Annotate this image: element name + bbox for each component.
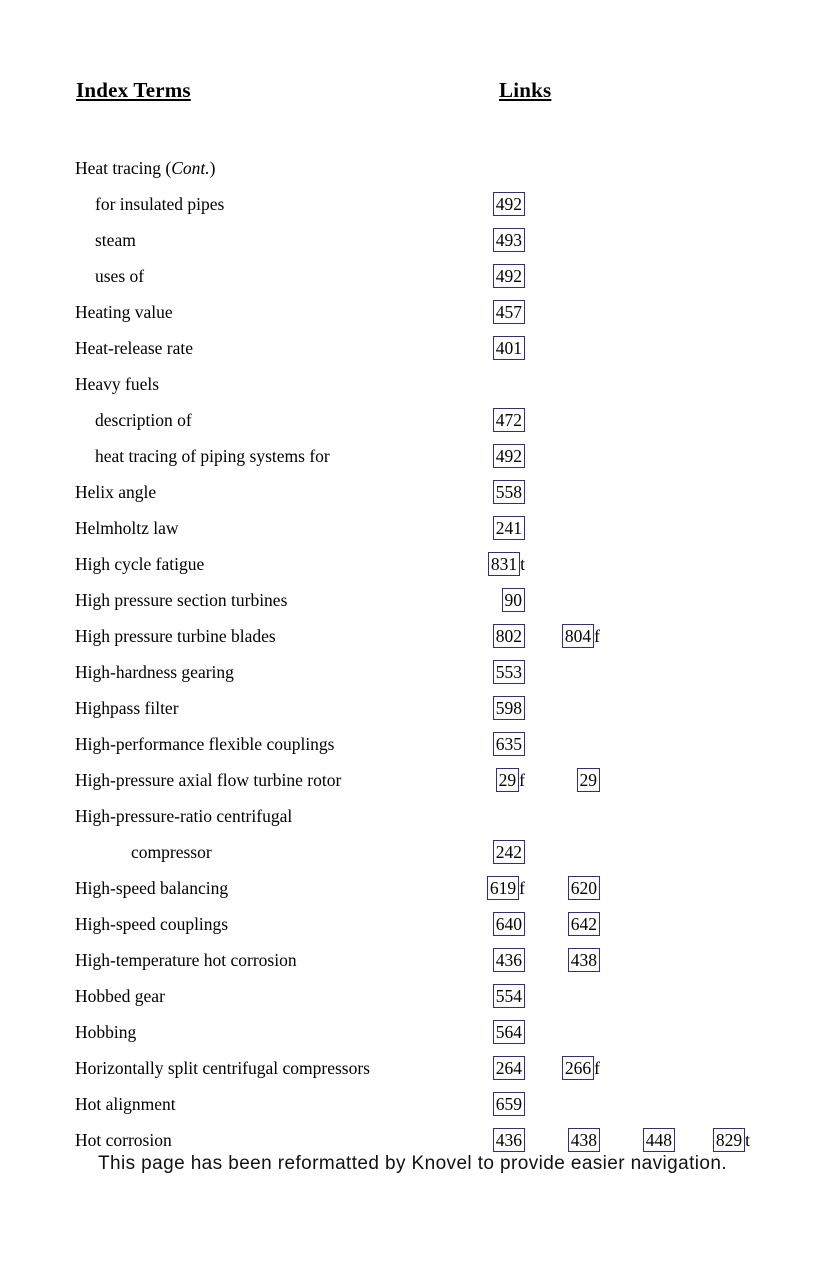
page-number-link[interactable]: 493: [493, 228, 525, 252]
page-number-link[interactable]: 457: [493, 300, 525, 324]
page-number-suffix: f: [519, 770, 525, 790]
footer-note-text: This page has been reformatted by Knovel to provide easier navigation.: [98, 1153, 727, 1174]
index-term-italic: Cont.: [171, 158, 210, 178]
link-slot: [453, 870, 525, 906]
index-entry-row: [75, 582, 787, 618]
index-entry-row: [75, 366, 787, 402]
index-term-text: for insulated pipes: [95, 194, 225, 214]
page-number-link[interactable]: 401: [493, 336, 525, 360]
page-number-suffix: f: [519, 878, 525, 898]
link-slot: [453, 942, 525, 978]
link-slot: [453, 654, 525, 690]
index-term-text: High pressure section turbines: [75, 590, 288, 610]
link-slot: [453, 1050, 525, 1086]
link-slot: [453, 510, 525, 546]
page-number-link[interactable]: 438: [568, 948, 600, 972]
index-terms-heading: Index Terms: [76, 78, 191, 102]
page-number-link[interactable]: 492: [493, 192, 525, 216]
index-term-text: High-speed balancing: [75, 878, 229, 898]
link-slot: [453, 618, 525, 654]
page-number-link[interactable]: 802: [493, 624, 525, 648]
index-term-text: Helmholtz law: [75, 518, 179, 538]
index-entry-row: [75, 402, 787, 438]
link-slot: [453, 726, 525, 762]
index-term-text: High-pressure-ratio centrifugal: [75, 806, 293, 826]
page-number-link[interactable]: 640: [493, 912, 525, 936]
index-term-text: description of: [95, 410, 192, 430]
page-number-link[interactable]: 642: [568, 912, 600, 936]
index-term-text: High-temperature hot corrosion: [75, 950, 297, 970]
link-slot: [453, 582, 525, 618]
page-number-link[interactable]: 804: [562, 624, 594, 648]
index-term-text: High-speed couplings: [75, 914, 229, 934]
page-number-link[interactable]: 448: [643, 1128, 675, 1152]
index-entry-row: [75, 1014, 787, 1050]
index-entry-row: [75, 978, 787, 1014]
index-entry-row: [75, 1086, 787, 1122]
index-entry-row: [75, 294, 787, 330]
page-number-link[interactable]: 472: [493, 408, 525, 432]
page-number-link[interactable]: 831: [488, 552, 520, 576]
index-entry-row: [75, 906, 787, 942]
page-number-suffix: f: [594, 626, 600, 646]
page-number-link[interactable]: 438: [568, 1128, 600, 1152]
link-slot: [453, 438, 525, 474]
link-slot: [453, 546, 525, 582]
index-term-text: Horizontally split centrifugal compressors: [75, 1058, 370, 1078]
link-slot: [453, 762, 525, 798]
page-number-link[interactable]: 558: [493, 480, 525, 504]
index-entry-row: [75, 834, 787, 870]
link-slot: [528, 1050, 600, 1086]
index-entry-row: [75, 870, 787, 906]
index-term-text: High-performance flexible couplings: [75, 734, 335, 754]
index-term-text: compressor: [131, 842, 212, 862]
index-entry-row: [75, 474, 787, 510]
index-term-text: High cycle fatigue: [75, 554, 205, 574]
page-number-suffix: t: [745, 1130, 750, 1150]
link-slot: [453, 330, 525, 366]
page-number-link[interactable]: 436: [493, 948, 525, 972]
index-entry-row: [75, 762, 787, 798]
index-term-text: Heat-release rate: [75, 338, 194, 358]
link-slot: [528, 762, 600, 798]
index-term-text: High-pressure axial flow turbine rotor: [75, 770, 342, 790]
index-entry-row: [75, 654, 787, 690]
link-slot: [453, 906, 525, 942]
index-term-text: Hot corrosion: [75, 1130, 172, 1150]
link-slot: [453, 834, 525, 870]
link-slot: [453, 402, 525, 438]
page-number-link[interactable]: 29: [577, 768, 601, 792]
index-term-text: Hot alignment: [75, 1094, 176, 1114]
index-term-text: heat tracing of piping systems for: [95, 446, 330, 466]
index-term-text: Hobbing: [75, 1022, 137, 1042]
link-slot: [528, 906, 600, 942]
link-slot: [453, 690, 525, 726]
page-number-link[interactable]: 492: [493, 444, 525, 468]
page-number-link[interactable]: 829: [713, 1128, 745, 1152]
page-number-link[interactable]: 242: [493, 840, 525, 864]
index-term-text: steam: [95, 230, 136, 250]
link-slot: [453, 294, 525, 330]
index-entry-row: [75, 510, 787, 546]
index-entry-row: [75, 330, 787, 366]
page-number-link[interactable]: 436: [493, 1128, 525, 1152]
index-entry-row: [75, 618, 787, 654]
link-slot: [453, 222, 525, 258]
link-slot: [528, 870, 600, 906]
link-slot: [453, 978, 525, 1014]
link-slot: [528, 618, 600, 654]
index-entry-row: [75, 798, 787, 834]
index-term-text: High-hardness gearing: [75, 662, 234, 682]
index-entry-row: [75, 690, 787, 726]
link-slot: [453, 1086, 525, 1122]
index-term-text: Helix angle: [75, 482, 157, 502]
footer-note: [0, 1150, 825, 1177]
index-term-text: uses of: [95, 266, 145, 286]
page-number-link[interactable]: 266: [562, 1056, 594, 1080]
index-entries-list: [75, 150, 787, 1158]
page-number-link[interactable]: 635: [493, 732, 525, 756]
page-number-link[interactable]: 90: [502, 588, 526, 612]
index-term-text: Hobbed gear: [75, 986, 165, 1006]
index-entry-row: [75, 726, 787, 762]
page-number-link[interactable]: 620: [568, 876, 600, 900]
page-number-link[interactable]: 492: [493, 264, 525, 288]
page-number-link[interactable]: 659: [493, 1092, 525, 1116]
index-entry-row: [75, 546, 787, 582]
page-number-link[interactable]: 564: [493, 1020, 525, 1044]
index-term-text: Heating value: [75, 302, 173, 322]
index-entry-row: [75, 222, 787, 258]
link-slot: [453, 186, 525, 222]
index-term-text: Heat tracing (Cont.): [75, 158, 216, 178]
index-term-text: Highpass filter: [75, 698, 179, 718]
link-slot: [453, 474, 525, 510]
index-entry-row: [75, 942, 787, 978]
index-entry-row: [75, 1050, 787, 1086]
index-term-text: Heavy fuels: [75, 374, 160, 394]
index-entry-row: [75, 186, 787, 222]
link-slot: [528, 942, 600, 978]
page-number-suffix: t: [520, 554, 525, 574]
page-number-link[interactable]: 554: [493, 984, 525, 1008]
index-entry-row: [75, 438, 787, 474]
page-number-link[interactable]: 264: [493, 1056, 525, 1080]
page-number-link[interactable]: 553: [493, 660, 525, 684]
page-number-link[interactable]: 598: [493, 696, 525, 720]
index-entry-row: [75, 258, 787, 294]
index-entry-row: [75, 150, 787, 186]
page-number-link[interactable]: 619: [487, 876, 519, 900]
links-heading: Links: [499, 78, 552, 102]
page-number-link[interactable]: 241: [493, 516, 525, 540]
page-number-link[interactable]: 29: [496, 768, 520, 792]
link-slot: [453, 258, 525, 294]
link-slot: [453, 1014, 525, 1050]
page-number-suffix: f: [594, 1058, 600, 1078]
index-term-text: High pressure turbine blades: [75, 626, 276, 646]
